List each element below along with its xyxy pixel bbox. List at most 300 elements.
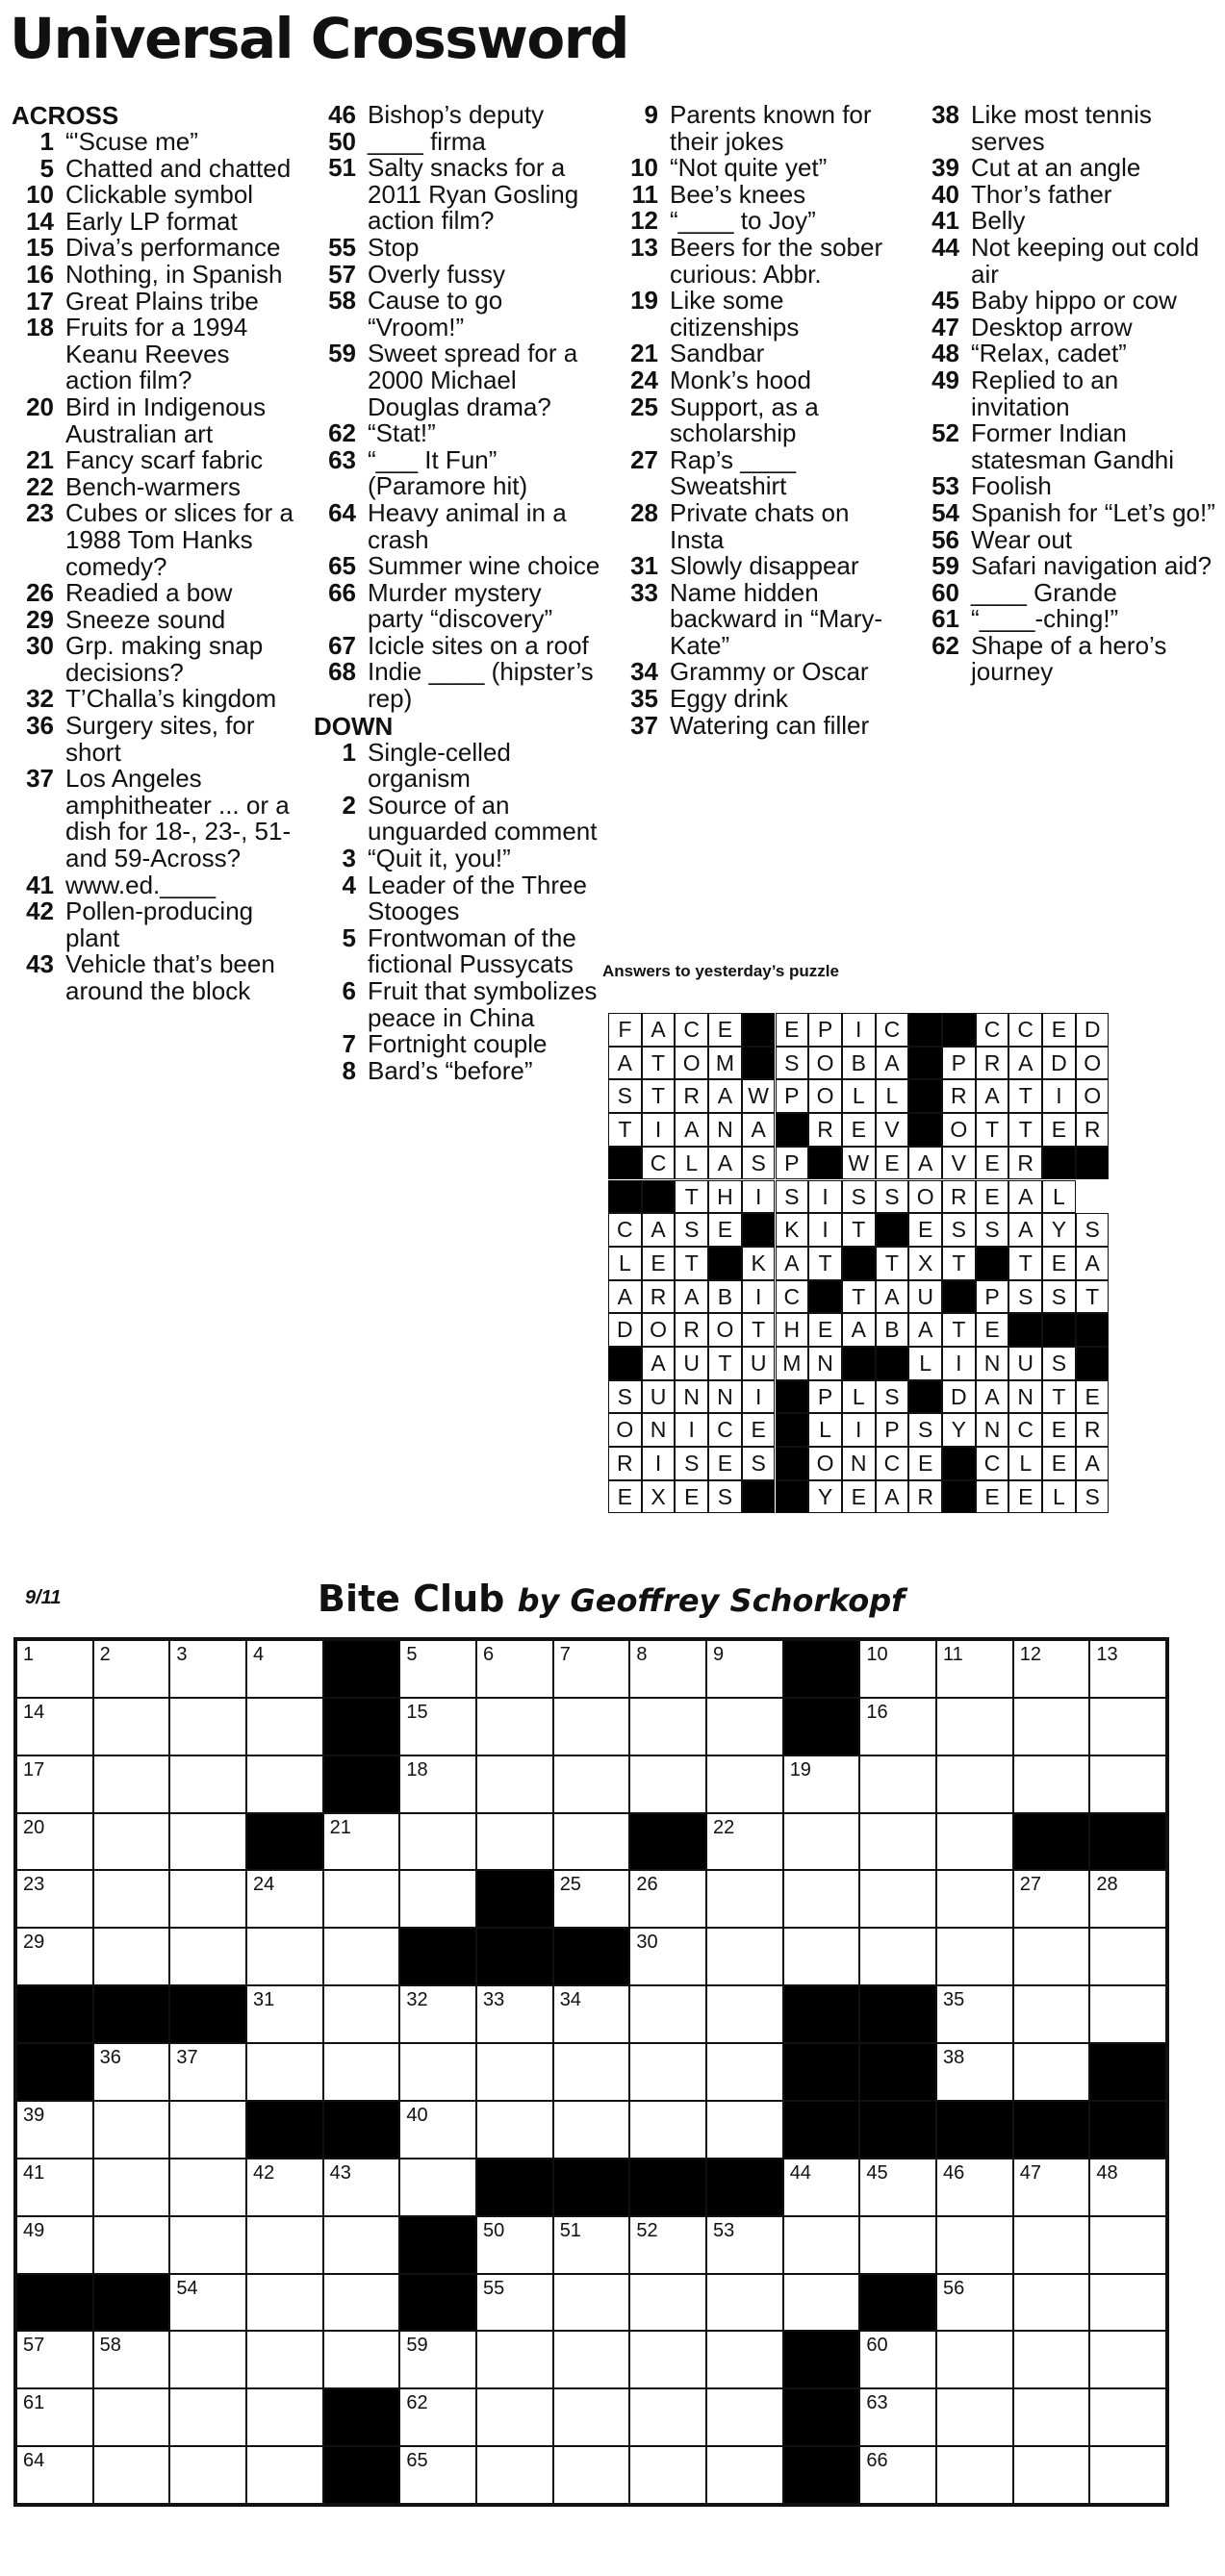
grid-cell[interactable] bbox=[476, 2216, 553, 2274]
clue-number: 61 bbox=[932, 604, 959, 634]
grid-cell[interactable] bbox=[629, 1755, 706, 1813]
grid-cell[interactable] bbox=[859, 1640, 936, 1698]
clue-number: 39 bbox=[932, 153, 959, 183]
grid-cell[interactable] bbox=[93, 1870, 170, 1928]
grid-cell[interactable] bbox=[476, 1698, 553, 1755]
clue-text: Overly fussy bbox=[368, 259, 506, 289]
answer-black-square bbox=[842, 1247, 876, 1280]
answer-black-square bbox=[1076, 1347, 1110, 1380]
grid-cell[interactable] bbox=[476, 2446, 553, 2504]
answer-cell: E bbox=[976, 1313, 1009, 1347]
grid-cell[interactable] bbox=[936, 1928, 1013, 1985]
cell-number: 24 bbox=[253, 1874, 275, 1896]
clue-text: Not keeping out cold air bbox=[971, 232, 1200, 289]
grid-cell[interactable] bbox=[169, 2274, 246, 2332]
black-square bbox=[323, 2101, 400, 2159]
grid-cell[interactable] bbox=[706, 2101, 783, 2159]
grid-cell[interactable] bbox=[16, 1813, 93, 1871]
grid-cell[interactable] bbox=[476, 2331, 553, 2388]
grid-cell[interactable] bbox=[169, 2216, 246, 2274]
clue-number: 31 bbox=[630, 551, 658, 581]
clue-number: 8 bbox=[342, 1055, 356, 1085]
clue bbox=[917, 288, 1223, 315]
grid-cell[interactable] bbox=[553, 1698, 630, 1755]
grid-cell[interactable] bbox=[783, 2216, 860, 2274]
clue-text: Slowly disappear bbox=[670, 551, 859, 581]
grid-cell[interactable] bbox=[169, 1755, 246, 1813]
grid-cell[interactable] bbox=[169, 1928, 246, 1985]
grid-cell[interactable] bbox=[246, 1755, 323, 1813]
clue-number: 2 bbox=[342, 790, 356, 820]
grid-cell[interactable] bbox=[936, 2446, 1013, 2504]
grid-cell[interactable] bbox=[629, 2388, 706, 2446]
grid-cell[interactable] bbox=[936, 2159, 1013, 2216]
grid-cell[interactable] bbox=[859, 2331, 936, 2388]
clue bbox=[616, 208, 905, 235]
grid-cell[interactable] bbox=[93, 1755, 170, 1813]
grid-cell[interactable] bbox=[553, 2331, 630, 2388]
answer-cell: E bbox=[908, 1447, 942, 1480]
answer-cell: U bbox=[908, 1280, 942, 1314]
grid-cell[interactable] bbox=[936, 1640, 1013, 1698]
clue bbox=[314, 737, 602, 794]
clue-number: 60 bbox=[932, 577, 959, 607]
grid-cell[interactable] bbox=[399, 1870, 476, 1928]
clue bbox=[616, 444, 905, 501]
answer-black-square bbox=[776, 1113, 809, 1147]
grid-cell[interactable] bbox=[16, 1928, 93, 1985]
answer-cell: B bbox=[876, 1313, 909, 1347]
grid-cell[interactable] bbox=[629, 2101, 706, 2159]
grid-cell[interactable] bbox=[1089, 1698, 1166, 1755]
grid-cell[interactable] bbox=[246, 1985, 323, 2043]
answer-cell: V bbox=[942, 1147, 976, 1180]
grid-cell[interactable] bbox=[629, 2331, 706, 2388]
black-square bbox=[93, 1985, 170, 2043]
clue-text: ____ firma bbox=[368, 126, 486, 156]
grid-cell[interactable] bbox=[706, 2216, 783, 2274]
clue-text: “Stat!” bbox=[368, 418, 436, 448]
grid-cell[interactable] bbox=[1013, 2274, 1090, 2332]
answer-cell: I bbox=[642, 1447, 676, 1480]
clue-column-4 bbox=[917, 102, 1223, 686]
grid-cell[interactable] bbox=[399, 2101, 476, 2159]
cell-number: 37 bbox=[176, 2047, 198, 2069]
cell-number: 18 bbox=[406, 1758, 428, 1780]
grid-cell[interactable] bbox=[553, 1813, 630, 1871]
answer-cell: E bbox=[1042, 1113, 1076, 1147]
answer-cell: O bbox=[808, 1047, 842, 1080]
answer-cell: N bbox=[1008, 1380, 1042, 1414]
grid-cell[interactable] bbox=[936, 1870, 1013, 1928]
grid-cell[interactable] bbox=[1013, 2043, 1090, 2101]
grid-cell[interactable] bbox=[399, 2331, 476, 2388]
grid-cell[interactable] bbox=[1013, 2388, 1090, 2446]
grid-cell[interactable] bbox=[399, 1985, 476, 2043]
clue bbox=[917, 606, 1223, 633]
answer-cell: L bbox=[908, 1347, 942, 1380]
grid-cell[interactable] bbox=[706, 2043, 783, 2101]
answer-black-square bbox=[742, 1213, 776, 1247]
black-square bbox=[1089, 2043, 1166, 2101]
grid-cell[interactable] bbox=[553, 2101, 630, 2159]
grid-cell[interactable] bbox=[1013, 2159, 1090, 2216]
grid-cell[interactable] bbox=[93, 2043, 170, 2101]
grid-cell[interactable] bbox=[476, 2388, 553, 2446]
cell-number: 12 bbox=[1019, 1644, 1041, 1665]
answer-cell: N bbox=[976, 1347, 1009, 1380]
cell-number: 51 bbox=[559, 2219, 581, 2241]
grid-cell[interactable] bbox=[323, 2216, 400, 2274]
grid-cell[interactable] bbox=[1089, 2274, 1166, 2332]
grid-cell[interactable] bbox=[1089, 2446, 1166, 2504]
grid-cell[interactable] bbox=[553, 1640, 630, 1698]
grid-cell[interactable] bbox=[16, 1755, 93, 1813]
grid-cell[interactable] bbox=[476, 2101, 553, 2159]
clue bbox=[616, 102, 905, 155]
clue-column-2 bbox=[314, 102, 602, 1084]
grid-cell[interactable] bbox=[399, 2388, 476, 2446]
grid-cell[interactable] bbox=[323, 2274, 400, 2332]
grid-cell[interactable] bbox=[476, 1985, 553, 2043]
grid-cell[interactable] bbox=[706, 2388, 783, 2446]
grid-cell[interactable] bbox=[629, 1985, 706, 2043]
grid-cell[interactable] bbox=[936, 1985, 1013, 2043]
clue-text: Heavy animal in a crash bbox=[368, 497, 567, 554]
grid-cell[interactable] bbox=[16, 2446, 93, 2504]
grid-cell[interactable] bbox=[936, 2331, 1013, 2388]
grid-cell[interactable] bbox=[629, 2216, 706, 2274]
grid-cell[interactable] bbox=[169, 1870, 246, 1928]
grid-cell[interactable] bbox=[1089, 2331, 1166, 2388]
clue-text: Grp. making snap decisions? bbox=[65, 631, 264, 687]
grid-cell[interactable] bbox=[706, 1640, 783, 1698]
clue-number: 41 bbox=[932, 206, 959, 236]
grid-cell[interactable] bbox=[783, 1870, 860, 1928]
grid-cell[interactable] bbox=[1013, 1928, 1090, 1985]
black-square bbox=[323, 2388, 400, 2446]
cell-number: 31 bbox=[253, 1989, 275, 2011]
answer-cell: A bbox=[608, 1047, 642, 1080]
clue bbox=[12, 286, 300, 316]
clue bbox=[12, 129, 300, 156]
grid-cell[interactable] bbox=[246, 1870, 323, 1928]
grid-cell[interactable] bbox=[1013, 2446, 1090, 2504]
grid-cell[interactable] bbox=[859, 1698, 936, 1755]
clue bbox=[917, 102, 1223, 155]
section-header: DOWN bbox=[314, 711, 394, 741]
clue-text: Murder mystery party “discovery” bbox=[368, 577, 553, 634]
grid-cell[interactable] bbox=[553, 2388, 630, 2446]
grid-cell[interactable] bbox=[399, 2446, 476, 2504]
clue-text: Source of an unguarded comment bbox=[368, 790, 598, 846]
grid-cell[interactable] bbox=[1013, 1755, 1090, 1813]
grid-cell[interactable] bbox=[169, 1640, 246, 1698]
grid-cell[interactable] bbox=[859, 1870, 936, 1928]
grid-cell[interactable] bbox=[246, 1698, 323, 1755]
answer-cell: S bbox=[675, 1447, 708, 1480]
grid-cell[interactable] bbox=[629, 1928, 706, 1985]
clue-number: 38 bbox=[932, 100, 959, 129]
answer-cell: R bbox=[908, 1480, 942, 1514]
clue bbox=[917, 232, 1223, 289]
answer-cell: A bbox=[742, 1113, 776, 1147]
grid-cell[interactable] bbox=[1089, 2159, 1166, 2216]
grid-cell[interactable] bbox=[706, 1755, 783, 1813]
grid-cell[interactable] bbox=[706, 1870, 783, 1928]
answer-cell: I bbox=[1042, 1079, 1076, 1113]
grid-cell[interactable] bbox=[706, 2331, 783, 2388]
grid-cell[interactable] bbox=[859, 1813, 936, 1871]
clue-text: Frontwoman of the fictional Pussycats bbox=[368, 922, 576, 979]
grid-cell[interactable] bbox=[706, 1813, 783, 1871]
grid-cell[interactable] bbox=[246, 1928, 323, 1985]
grid-cell[interactable] bbox=[16, 2388, 93, 2446]
answer-cell: L bbox=[1042, 1180, 1076, 1214]
grid-cell[interactable] bbox=[936, 2388, 1013, 2446]
grid-cell[interactable] bbox=[246, 2159, 323, 2216]
grid-cell[interactable] bbox=[859, 2388, 936, 2446]
grid-cell[interactable] bbox=[1089, 2216, 1166, 2274]
grid-cell[interactable] bbox=[1089, 1985, 1166, 2043]
grid-cell[interactable] bbox=[399, 1698, 476, 1755]
clue-number: 29 bbox=[26, 604, 54, 634]
grid-cell[interactable] bbox=[93, 1640, 170, 1698]
clue bbox=[616, 686, 905, 713]
grid-cell[interactable] bbox=[936, 1698, 1013, 1755]
grid-cell[interactable] bbox=[323, 1870, 400, 1928]
clue-number: 65 bbox=[328, 551, 356, 581]
answer-cell: E bbox=[1042, 1447, 1076, 1480]
grid-cell[interactable] bbox=[1089, 1755, 1166, 1813]
clue-number: 44 bbox=[932, 232, 959, 262]
grid-cell[interactable] bbox=[1089, 2388, 1166, 2446]
black-square bbox=[859, 1985, 936, 2043]
grid-cell[interactable] bbox=[629, 1870, 706, 1928]
grid-cell[interactable] bbox=[169, 2159, 246, 2216]
grid-cell[interactable] bbox=[936, 1813, 1013, 1871]
grid-cell[interactable] bbox=[246, 2446, 323, 2504]
grid-cell[interactable] bbox=[93, 2331, 170, 2388]
cell-number: 49 bbox=[23, 2219, 45, 2241]
clue bbox=[314, 659, 602, 712]
grid-cell[interactable] bbox=[16, 1698, 93, 1755]
grid-cell[interactable] bbox=[783, 2159, 860, 2216]
black-square bbox=[1013, 1813, 1090, 1871]
clue-text: “Relax, cadet” bbox=[971, 339, 1127, 368]
grid-cell[interactable] bbox=[936, 2043, 1013, 2101]
grid-cell[interactable] bbox=[93, 1928, 170, 1985]
clue-number: 6 bbox=[342, 976, 356, 1005]
grid-cell[interactable] bbox=[629, 1698, 706, 1755]
grid-cell[interactable] bbox=[1089, 1928, 1166, 1985]
section-header: ACROSS bbox=[12, 101, 119, 130]
grid-cell[interactable] bbox=[93, 2159, 170, 2216]
grid-cell[interactable] bbox=[476, 1640, 553, 1698]
grid-cell[interactable] bbox=[246, 2388, 323, 2446]
grid-cell[interactable] bbox=[1089, 1870, 1166, 1928]
black-square bbox=[783, 1985, 860, 2043]
grid-cell[interactable] bbox=[553, 1755, 630, 1813]
grid-cell[interactable] bbox=[476, 2274, 553, 2332]
grid-cell[interactable] bbox=[323, 1985, 400, 2043]
black-square bbox=[323, 1698, 400, 1755]
answer-black-square bbox=[776, 1447, 809, 1480]
grid-cell[interactable] bbox=[1089, 1640, 1166, 1698]
grid-cell[interactable] bbox=[936, 2216, 1013, 2274]
grid-cell[interactable] bbox=[169, 1813, 246, 1871]
grid-cell[interactable] bbox=[246, 2331, 323, 2388]
answer-cell: A bbox=[976, 1079, 1009, 1113]
grid-cell[interactable] bbox=[706, 2446, 783, 2504]
cell-number: 23 bbox=[23, 1874, 45, 1896]
grid-cell[interactable] bbox=[783, 1928, 860, 1985]
cell-number: 57 bbox=[23, 2335, 45, 2357]
clue-text: Cubes or slices for a 1988 Tom Hanks comedy? bbox=[65, 498, 293, 581]
black-square bbox=[783, 2331, 860, 2388]
grid-cell[interactable] bbox=[169, 1698, 246, 1755]
grid-cell[interactable] bbox=[399, 2159, 476, 2216]
grid-cell[interactable] bbox=[553, 1985, 630, 2043]
answer-cell: I bbox=[942, 1347, 976, 1380]
grid-cell[interactable] bbox=[93, 2388, 170, 2446]
grid-cell[interactable] bbox=[323, 2331, 400, 2388]
clue-text: Bench-warmers bbox=[65, 471, 242, 501]
answer-cell: E bbox=[708, 1213, 742, 1247]
answer-cell: E bbox=[976, 1180, 1009, 1214]
grid-cell[interactable] bbox=[553, 2043, 630, 2101]
answer-cell: E bbox=[976, 1147, 1009, 1180]
clue-text: Cut at an angle bbox=[971, 153, 1141, 183]
grid-cell[interactable] bbox=[553, 2216, 630, 2274]
grid-cell[interactable] bbox=[16, 2159, 93, 2216]
answer-cell: T bbox=[942, 1247, 976, 1280]
grid-cell[interactable] bbox=[93, 2446, 170, 2504]
clue-number: 23 bbox=[26, 498, 54, 528]
grid-cell[interactable] bbox=[1013, 2331, 1090, 2388]
clue bbox=[314, 872, 602, 925]
clue bbox=[616, 367, 905, 394]
answer-cell: T bbox=[1042, 1380, 1076, 1414]
grid-cell[interactable] bbox=[553, 1870, 630, 1928]
grid-cell[interactable] bbox=[629, 2043, 706, 2101]
grid-cell[interactable] bbox=[706, 1698, 783, 1755]
clue-text: Vehicle that’s been around the block bbox=[65, 949, 275, 1005]
clue-number: 37 bbox=[26, 764, 54, 794]
grid-cell[interactable] bbox=[936, 2274, 1013, 2332]
grid-cell[interactable] bbox=[16, 1640, 93, 1698]
grid-cell[interactable] bbox=[323, 1928, 400, 1985]
grid-cell[interactable] bbox=[859, 1755, 936, 1813]
grid-cell[interactable] bbox=[859, 1928, 936, 1985]
clue-text: Bishop’s deputy bbox=[368, 100, 545, 129]
grid-cell[interactable] bbox=[783, 1755, 860, 1813]
clue bbox=[12, 235, 300, 262]
grid-cell[interactable] bbox=[553, 2446, 630, 2504]
answer-cell: A bbox=[642, 1213, 676, 1247]
grid-cell[interactable] bbox=[323, 1813, 400, 1871]
grid-cell[interactable] bbox=[169, 2101, 246, 2159]
clue-text: Like some citizenships bbox=[670, 286, 800, 341]
grid-cell[interactable] bbox=[16, 2216, 93, 2274]
grid-cell[interactable] bbox=[16, 1870, 93, 1928]
grid-cell[interactable] bbox=[629, 1640, 706, 1698]
answer-cell: N bbox=[842, 1447, 876, 1480]
grid-cell[interactable] bbox=[1013, 1640, 1090, 1698]
puzzle-byline: by Geoffrey Schorkopf bbox=[517, 1582, 906, 1619]
grid-cell[interactable] bbox=[1013, 2216, 1090, 2274]
grid-cell[interactable] bbox=[476, 1755, 553, 1813]
grid-cell[interactable] bbox=[93, 1698, 170, 1755]
clue-text: Monk’s hood bbox=[670, 365, 811, 394]
grid-cell[interactable] bbox=[323, 2043, 400, 2101]
grid-cell[interactable] bbox=[476, 1813, 553, 1871]
clue bbox=[616, 288, 905, 341]
grid-cell[interactable] bbox=[399, 1755, 476, 1813]
clue bbox=[917, 367, 1223, 420]
clue-text: Wear out bbox=[971, 524, 1073, 554]
grid-cell[interactable] bbox=[553, 2274, 630, 2332]
grid-cell[interactable] bbox=[1013, 1870, 1090, 1928]
clue-text: ____ Grande bbox=[971, 577, 1117, 607]
grid-cell[interactable] bbox=[246, 2043, 323, 2101]
grid-cell[interactable] bbox=[706, 2274, 783, 2332]
grid-cell[interactable] bbox=[169, 2388, 246, 2446]
grid-cell[interactable] bbox=[323, 2159, 400, 2216]
grid-cell[interactable] bbox=[859, 2216, 936, 2274]
grid-cell[interactable] bbox=[399, 1813, 476, 1871]
grid-cell[interactable] bbox=[706, 1985, 783, 2043]
grid-cell[interactable] bbox=[476, 2043, 553, 2101]
grid-cell[interactable] bbox=[93, 2216, 170, 2274]
grid-cell[interactable] bbox=[629, 2446, 706, 2504]
grid-cell[interactable] bbox=[93, 2101, 170, 2159]
grid-cell[interactable] bbox=[1013, 1698, 1090, 1755]
grid-cell[interactable] bbox=[16, 2101, 93, 2159]
grid-cell[interactable] bbox=[246, 1640, 323, 1698]
answer-cell: T bbox=[742, 1313, 776, 1347]
answer-cell: E bbox=[708, 1447, 742, 1480]
grid-cell[interactable] bbox=[169, 2043, 246, 2101]
answer-cell: L bbox=[876, 1079, 909, 1113]
grid-cell[interactable] bbox=[399, 2043, 476, 2101]
grid-cell[interactable] bbox=[629, 2274, 706, 2332]
grid-cell[interactable] bbox=[936, 1755, 1013, 1813]
grid-cell[interactable] bbox=[169, 2446, 246, 2504]
grid-cell[interactable] bbox=[1013, 1985, 1090, 2043]
grid-cell[interactable] bbox=[783, 1813, 860, 1871]
answer-cell: A bbox=[908, 1313, 942, 1347]
grid-cell[interactable] bbox=[399, 1640, 476, 1698]
grid-cell[interactable] bbox=[783, 2274, 860, 2332]
grid-cell[interactable] bbox=[859, 2446, 936, 2504]
answer-cell: C bbox=[642, 1147, 676, 1180]
clue-number: 4 bbox=[342, 870, 356, 899]
black-square bbox=[246, 2101, 323, 2159]
grid-cell[interactable] bbox=[93, 1813, 170, 1871]
grid-cell[interactable] bbox=[246, 2216, 323, 2274]
clue bbox=[314, 577, 602, 634]
answer-cell: O bbox=[608, 1413, 642, 1447]
answer-cell: K bbox=[742, 1247, 776, 1280]
grid-cell[interactable] bbox=[859, 2159, 936, 2216]
grid-cell[interactable] bbox=[16, 2331, 93, 2388]
cell-number: 59 bbox=[406, 2335, 428, 2357]
grid-cell[interactable] bbox=[246, 2274, 323, 2332]
grid-cell[interactable] bbox=[706, 1928, 783, 1985]
grid-cell[interactable] bbox=[169, 2331, 246, 2388]
answer-cell: A bbox=[908, 1147, 942, 1180]
